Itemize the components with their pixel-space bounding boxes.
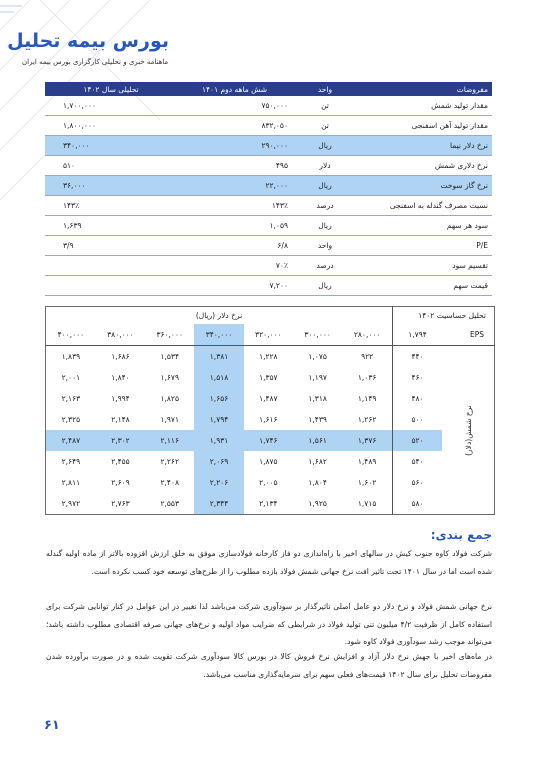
assumption-f1402: ۱۴۳٪	[45, 196, 177, 216]
eps-cell: ۱,۶۱۶	[259, 415, 278, 424]
eps-cell: ۱,۶۰۲	[357, 478, 377, 487]
header-h1401: شش ماهه دوم ۱۴۰۱	[177, 82, 292, 96]
eps-cell: ۱,۸۷۵	[259, 457, 278, 466]
assumption-row	[45, 116, 492, 136]
eps-cell: ۱,۰۷۵	[308, 352, 327, 361]
assumption-h1401: ۷۵۰,۰۰۰	[177, 96, 292, 116]
eps-cell: ۲,۲۰۶	[194, 472, 243, 493]
eps-cell: ۱,۹۲۵	[308, 499, 327, 508]
assumption-f1402: ۱,۸۰۰,۰۰۰	[45, 116, 177, 136]
dollar-rate-header: ۲۸۰,۰۰۰	[342, 324, 392, 346]
dollar-axis-label: نرخ دلار (ریال)	[195, 311, 243, 320]
assumption-h1401: ۷۰٪	[177, 256, 292, 276]
sensitivity-row	[46, 430, 495, 451]
price-cell: ۴۸۰	[393, 388, 443, 409]
eps-cell: ۱,۹۹۴	[111, 394, 130, 403]
assumption-f1402: ۳/۹	[45, 236, 177, 256]
eps-cell: ۲,۰۶۹	[194, 451, 243, 472]
summary-paragraph-3: در ماه‌های اخیر با جهش نرخ دلار آزاد و افزایش نرخ فروش کالا در بورس کالا سودآوری شرکت تقویت شده و در صورت برآورده شدن مفروضات تحلیل برای سال ۱۴۰۲ قیمت‌های فعلی سهم برای سرمایه‌گذاری مناسب می‌باشد.	[46, 652, 492, 679]
dollar-rate-header: ۳۴۰,۰۰۰	[194, 324, 243, 346]
eps-cell: ۱,۸۳۹	[61, 352, 81, 361]
assumption-f1402	[45, 276, 177, 296]
assumption-row	[45, 216, 492, 236]
eps-cell: ۱,۱۹۷	[308, 373, 327, 382]
eps-cell: ۱,۷۹۴	[194, 409, 243, 430]
assumption-unit: ریال	[292, 176, 358, 196]
eps-cell: ۱,۵۶۱	[293, 430, 342, 451]
eps-cell: ۲,۱۶۳	[61, 394, 81, 403]
eps-cell: ۱,۸۲۵	[160, 394, 179, 403]
eps-cell: ۱,۳۸۱	[194, 346, 243, 368]
assumption-name: تقسیم سود	[358, 256, 492, 276]
eps-cell: ۲,۳۴۴	[194, 493, 243, 515]
price-cell: ۵۶۰	[393, 472, 443, 493]
dollar-rate-header: ۳۸۰,۰۰۰	[96, 324, 145, 346]
eps-cell: ۲,۹۷۲	[61, 499, 81, 508]
sensitivity-title-row	[46, 307, 495, 325]
assumption-unit: درصد	[292, 256, 358, 276]
price-axis-label	[442, 346, 495, 515]
eps-cell: ۲,۱۳۴	[259, 499, 278, 508]
assumptions-table	[45, 82, 492, 296]
sensitivity-row	[46, 472, 495, 493]
summary-paragraph-1: شرکت فولاد کاوه جنوب کیش در سالهای اخیر با راه‌اندازی دو فاز کارخانه فولادسازی موفق به خلق ارزش افزوده بالاتر از ماده اولیه گندله شده است اما در سال ۱۴۰۱ تحت تاثیر افت نرخ جهانی شمش فولاد بازده مطلوب را از طرح‌های توسعه خود کسب نکرده است.	[46, 549, 492, 576]
sensitivity-row	[46, 409, 495, 430]
assumption-h1401: ۸۳۲,۰۵۰	[177, 116, 292, 136]
assumption-h1401: ۱۴۳٪	[177, 196, 292, 216]
eps-label: EPS	[442, 324, 495, 346]
sensitivity-row	[46, 367, 495, 388]
assumption-name: سود هر سهم	[358, 216, 492, 236]
price-axis-text: نرخ شمش(دلار)	[463, 404, 473, 456]
assumption-row	[45, 256, 492, 276]
sensitivity-row	[46, 388, 495, 409]
assumption-row	[45, 276, 492, 296]
assumptions-header-row	[45, 82, 492, 96]
eps-cell: ۱,۴۸۷	[259, 394, 278, 403]
assumption-name: مقدار تولید آهن اسفنجی	[358, 116, 492, 136]
eps-cell: ۱,۳۱۸	[308, 394, 327, 403]
eps-cell: ۱,۷۴۶	[244, 430, 293, 451]
eps-cell: ۱,۱۴۹	[357, 394, 377, 403]
eps-cell: ۲,۴۵۵	[111, 457, 130, 466]
assumption-unit: واحد	[292, 236, 358, 256]
price-cell: ۵۸۰	[393, 493, 443, 515]
assumption-h1401: ۲۲,۰۰۰	[177, 176, 292, 196]
assumption-name: نرخ گاز سوخت	[358, 176, 492, 196]
assumption-row	[45, 176, 492, 196]
eps-cell: ۲,۳۰۲	[96, 430, 145, 451]
eps-cell: ۱,۷۱۵	[357, 499, 377, 508]
eps-cell: ۲,۱۴۸	[111, 415, 130, 424]
eps-cell: ۱,۴۸۹	[357, 457, 377, 466]
eps-cell: ۲,۷۶۳	[111, 499, 130, 508]
assumption-f1402	[45, 256, 177, 276]
summary-paragraph-2: نرخ جهانی شمش فولاد و نرخ دلار دو عامل اصلی تاثیرگذار بر سودآوری شرکت می‌باشد لذا تغییر در این عوامل در کنار توانایی شرکت برای استفاده کامل از ظرفیت ۴/۲ میلیون تنی تولید فولاد در شرایطی که ضرایب مواد اولیه و نرخ‌های جهانی صرفه اقتصادی مطلوب داشته باشد؛ می‌تواند موجب رشد سودآوری فولاد کاوه شود.	[46, 602, 492, 646]
price-cell: ۵۴۰	[393, 451, 443, 472]
brand-subtitle: ماهنامه خبری و تحلیلی کارگزاری بورس بیمه ایران	[22, 58, 169, 66]
dollar-rate-header: ۳۲۰,۰۰۰	[244, 324, 293, 346]
price-cell: ۴۶۰	[393, 367, 443, 388]
assumption-row	[45, 96, 492, 116]
eps-cell: ۲,۶۰۹	[111, 478, 130, 487]
assumption-row	[45, 236, 492, 256]
eps-cell: ۱,۴۳۹	[308, 415, 327, 424]
assumption-h1401: ۶/۸	[177, 236, 292, 256]
price-cell: ۴۴۰	[393, 346, 443, 368]
assumption-f1402: ۵۱۰	[45, 156, 177, 176]
assumption-row	[45, 136, 492, 156]
assumption-unit: درصد	[292, 196, 358, 216]
assumption-h1401: ۲۹۰,۰۰۰	[177, 136, 292, 156]
eps-cell: ۲,۲۶۲	[160, 457, 179, 466]
assumption-h1401: ۴۹۵	[177, 156, 292, 176]
assumption-name: مقدار تولید شمش	[358, 96, 492, 116]
assumption-name: P/E	[358, 236, 492, 256]
eps-cell: ۲,۸۱۱	[61, 478, 81, 487]
eps-cell: ۱,۸۴۰	[111, 373, 130, 382]
sensitivity-row	[46, 346, 495, 368]
eps-cell: ۱,۸۰۴	[308, 478, 327, 487]
sensitivity-table	[45, 306, 495, 515]
assumption-name: نسبت مصرف گندله به اسفنجی	[358, 196, 492, 216]
eps-cell: ۲,۱۱۶	[145, 430, 194, 451]
dollar-rate-header: ۳۶۰,۰۰۰	[145, 324, 194, 346]
assumption-h1401: ۷,۲۰۰	[177, 276, 292, 296]
summary-title: جمع بندی:	[430, 528, 492, 542]
eps-cell: ۱,۶۵۶	[194, 388, 243, 409]
eps-cell: ۲,۳۲۵	[61, 415, 81, 424]
eps-cell: ۱,۰۳۶	[357, 373, 377, 382]
eps-cell: ۱,۳۷۶	[342, 430, 392, 451]
eps-value: ۱,۷۹۴	[393, 324, 443, 346]
sensitivity-row	[46, 493, 495, 515]
sensitivity-row	[46, 451, 495, 472]
eps-cell: ۲,۰۰۱	[61, 373, 81, 382]
header-f1402: تحلیلی سال ۱۴۰۲	[45, 82, 177, 96]
eps-cell: ۱,۳۵۷	[259, 373, 278, 382]
eps-cell: ۲,۰۰۵	[259, 478, 278, 487]
eps-cell: ۱,۲۲۸	[259, 352, 278, 361]
assumption-unit: تن	[292, 96, 358, 116]
assumption-unit: دلار	[292, 156, 358, 176]
assumption-name: نرخ دلاری شمش	[358, 156, 492, 176]
eps-cell: ۱,۹۳۱	[194, 430, 243, 451]
assumption-unit: تن	[292, 116, 358, 136]
assumption-unit: ریال	[292, 216, 358, 236]
page-number: ۶۱	[44, 718, 60, 733]
eps-cell: ۲,۴۸۷	[46, 430, 96, 451]
assumption-name: نرخ دلار نیما	[358, 136, 492, 156]
assumption-row	[45, 196, 492, 216]
assumption-unit: ریال	[292, 276, 358, 296]
assumption-unit: ریال	[292, 136, 358, 156]
assumption-f1402: ۳۶,۰۰۰	[45, 176, 177, 196]
eps-cell: ۱,۲۶۲	[357, 415, 377, 424]
sensitivity-title: تحلیل حساسیت ۱۴۰۲	[393, 307, 495, 325]
header-assumption: مفروضات	[358, 82, 492, 96]
eps-cell: ۲,۶۴۹	[61, 457, 81, 466]
eps-cell: ۱,۵۱۸	[194, 367, 243, 388]
assumption-h1401: ۱,۰۵۹	[177, 216, 292, 236]
eps-cell: ۱,۶۸۶	[111, 352, 130, 361]
eps-cell: ۱,۶۸۲	[308, 457, 327, 466]
eps-cell: ۲,۴۰۸	[160, 478, 179, 487]
dollar-rate-header: ۳۰۰,۰۰۰	[293, 324, 342, 346]
eps-cell: ۹۲۲	[361, 352, 374, 361]
assumption-row	[45, 156, 492, 176]
eps-cell: ۱,۶۷۹	[160, 373, 179, 382]
eps-cell: ۲,۵۵۳	[160, 499, 179, 508]
eps-cell: ۱,۵۳۴	[160, 352, 179, 361]
assumption-f1402: ۱,۷۰۰,۰۰۰	[45, 96, 177, 116]
assumption-name: قیمت سهم	[358, 276, 492, 296]
assumption-f1402: ۳۴۰,۰۰۰	[45, 136, 177, 156]
eps-cell: ۱,۹۷۱	[160, 415, 179, 424]
dollar-rate-header: ۴۰۰,۰۰۰	[46, 324, 96, 346]
brand-logo-title: بورس بیمه تحلیل	[7, 30, 169, 52]
header-unit: واحد	[292, 82, 358, 96]
price-cell: ۵۲۰	[393, 430, 443, 451]
sensitivity-eps-row	[46, 324, 495, 346]
assumption-f1402: ۱,۶۳۹	[45, 216, 177, 236]
price-cell: ۵۰۰	[393, 409, 443, 430]
